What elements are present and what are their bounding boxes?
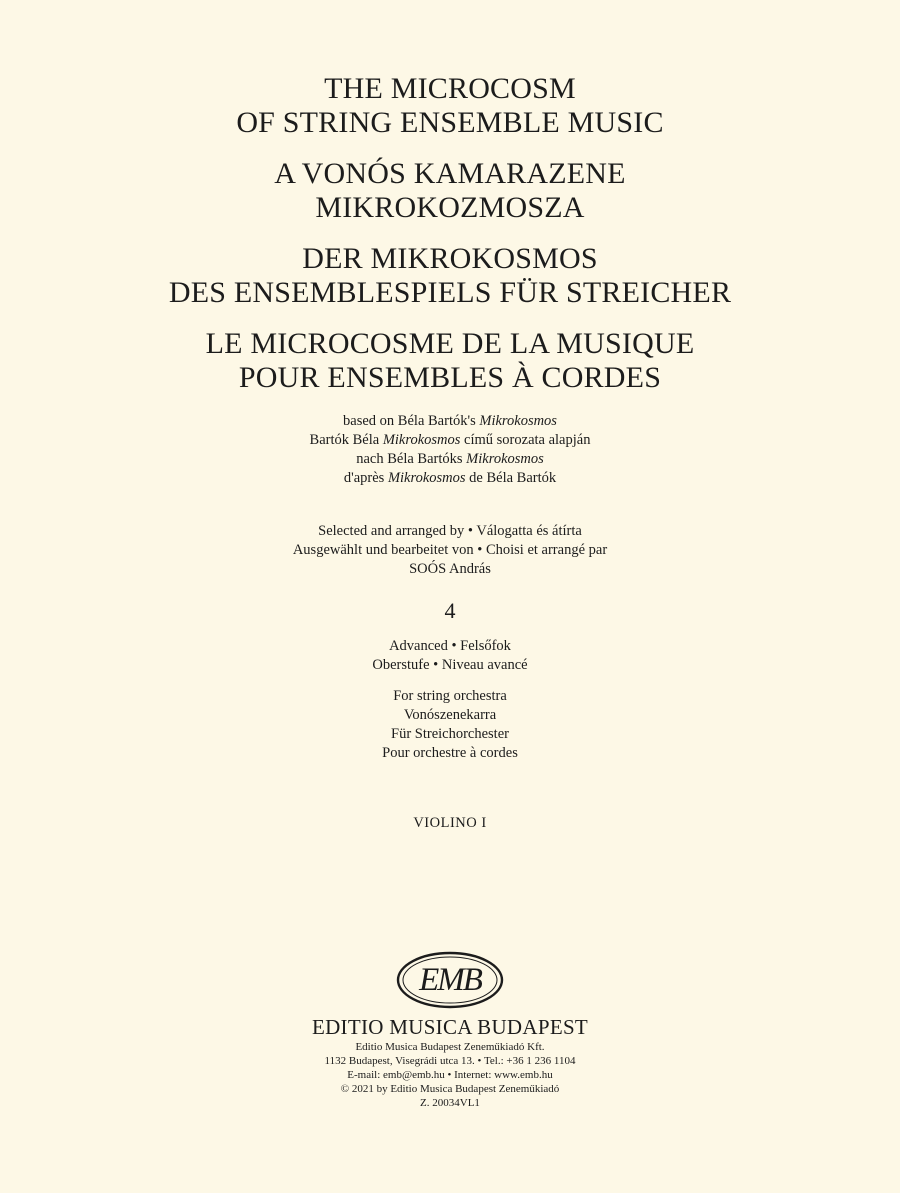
based-on-de: [0, 450, 900, 469]
arranger-name: SOÓS András: [409, 561, 491, 577]
title-english-line2: OF STRING ENSEMBLE MUSIC: [236, 106, 664, 139]
based-on-de-pre: nach Béla Bartóks: [356, 451, 467, 467]
title-hungarian: [0, 157, 900, 225]
publisher-company: Editio Musica Budapest Zeneműkiadó Kft.: [355, 1041, 545, 1053]
based-on-en-pre: based on Béla Bartók's: [343, 413, 480, 429]
arranged-line1: Selected and arranged by • Válogatta és átírta: [318, 523, 582, 539]
title-hungarian-line1: A VONÓS KAMARAZENE: [274, 157, 626, 190]
title-german: [0, 242, 900, 310]
based-on-hu-post: című sorozata alapján: [460, 432, 591, 448]
instrumentation-fr: Pour orchestre à cordes: [382, 745, 518, 761]
arranger-block: [0, 522, 900, 579]
based-on-en-title: Mikrokosmos: [479, 413, 557, 429]
part-name: VIOLINO I: [413, 815, 487, 831]
title-english: [0, 72, 900, 140]
instrumentation-block: [0, 687, 900, 763]
instrumentation-de: Für Streichorchester: [391, 726, 509, 742]
instrumentation-en: For string orchestra: [393, 688, 507, 704]
instrumentation-hu: Vonószenekarra: [403, 707, 497, 723]
arranged-line2: Ausgewählt und bearbeitet von • Choisi et arrangé par: [292, 542, 608, 558]
based-on-fr-post: de Béla Bartók: [465, 470, 557, 486]
publisher-name: EDITIO MUSICA BUDAPEST: [311, 1015, 589, 1039]
title-french-line2: POUR ENSEMBLES À CORDES: [238, 361, 662, 394]
volume-number: 4: [444, 598, 456, 623]
based-on-de-title: Mikrokosmos: [466, 451, 544, 467]
emb-logo-icon: [395, 950, 505, 1010]
publisher-contact: E-mail: emb@emb.hu • Internet: www.emb.hu: [347, 1069, 553, 1081]
publisher-copyright: © 2021 by Editio Musica Budapest Zeneműkiadó: [340, 1083, 560, 1095]
based-on-fr: [0, 469, 900, 488]
title-french-line1: LE MICROCOSME DE LA MUSIQUE: [205, 327, 695, 360]
title-hungarian-line2: MIKROKOZMOSZA: [315, 191, 585, 224]
level-line1: Advanced • Felsőfok: [389, 638, 511, 654]
publisher-address: 1132 Budapest, Visegrádi utca 13. • Tel.: +36 1 236 1104: [324, 1055, 576, 1067]
title-english-line1: THE MICROCOSM: [324, 72, 576, 105]
title-german-line1: DER MIKROKOSMOS: [302, 242, 598, 275]
based-on-fr-pre: d'après: [343, 470, 388, 486]
catalog-number: Z. 20034VL1: [420, 1097, 480, 1109]
level-block: [0, 637, 900, 675]
based-on-en: [0, 412, 900, 431]
based-on-hu-pre: Bartók Béla: [309, 432, 383, 448]
based-on-block: [0, 412, 900, 488]
title-german-line2: DES ENSEMBLESPIELS FÜR STREICHER: [168, 276, 732, 309]
level-line2: Oberstufe • Niveau avancé: [372, 657, 528, 673]
based-on-hu: [0, 431, 900, 450]
publisher-details: [0, 1040, 900, 1110]
emb-logo-text: EMB: [419, 962, 481, 998]
based-on-hu-title: Mikrokosmos: [382, 432, 461, 448]
title-french: [0, 327, 900, 395]
based-on-fr-title: Mikrokosmos: [387, 470, 466, 486]
